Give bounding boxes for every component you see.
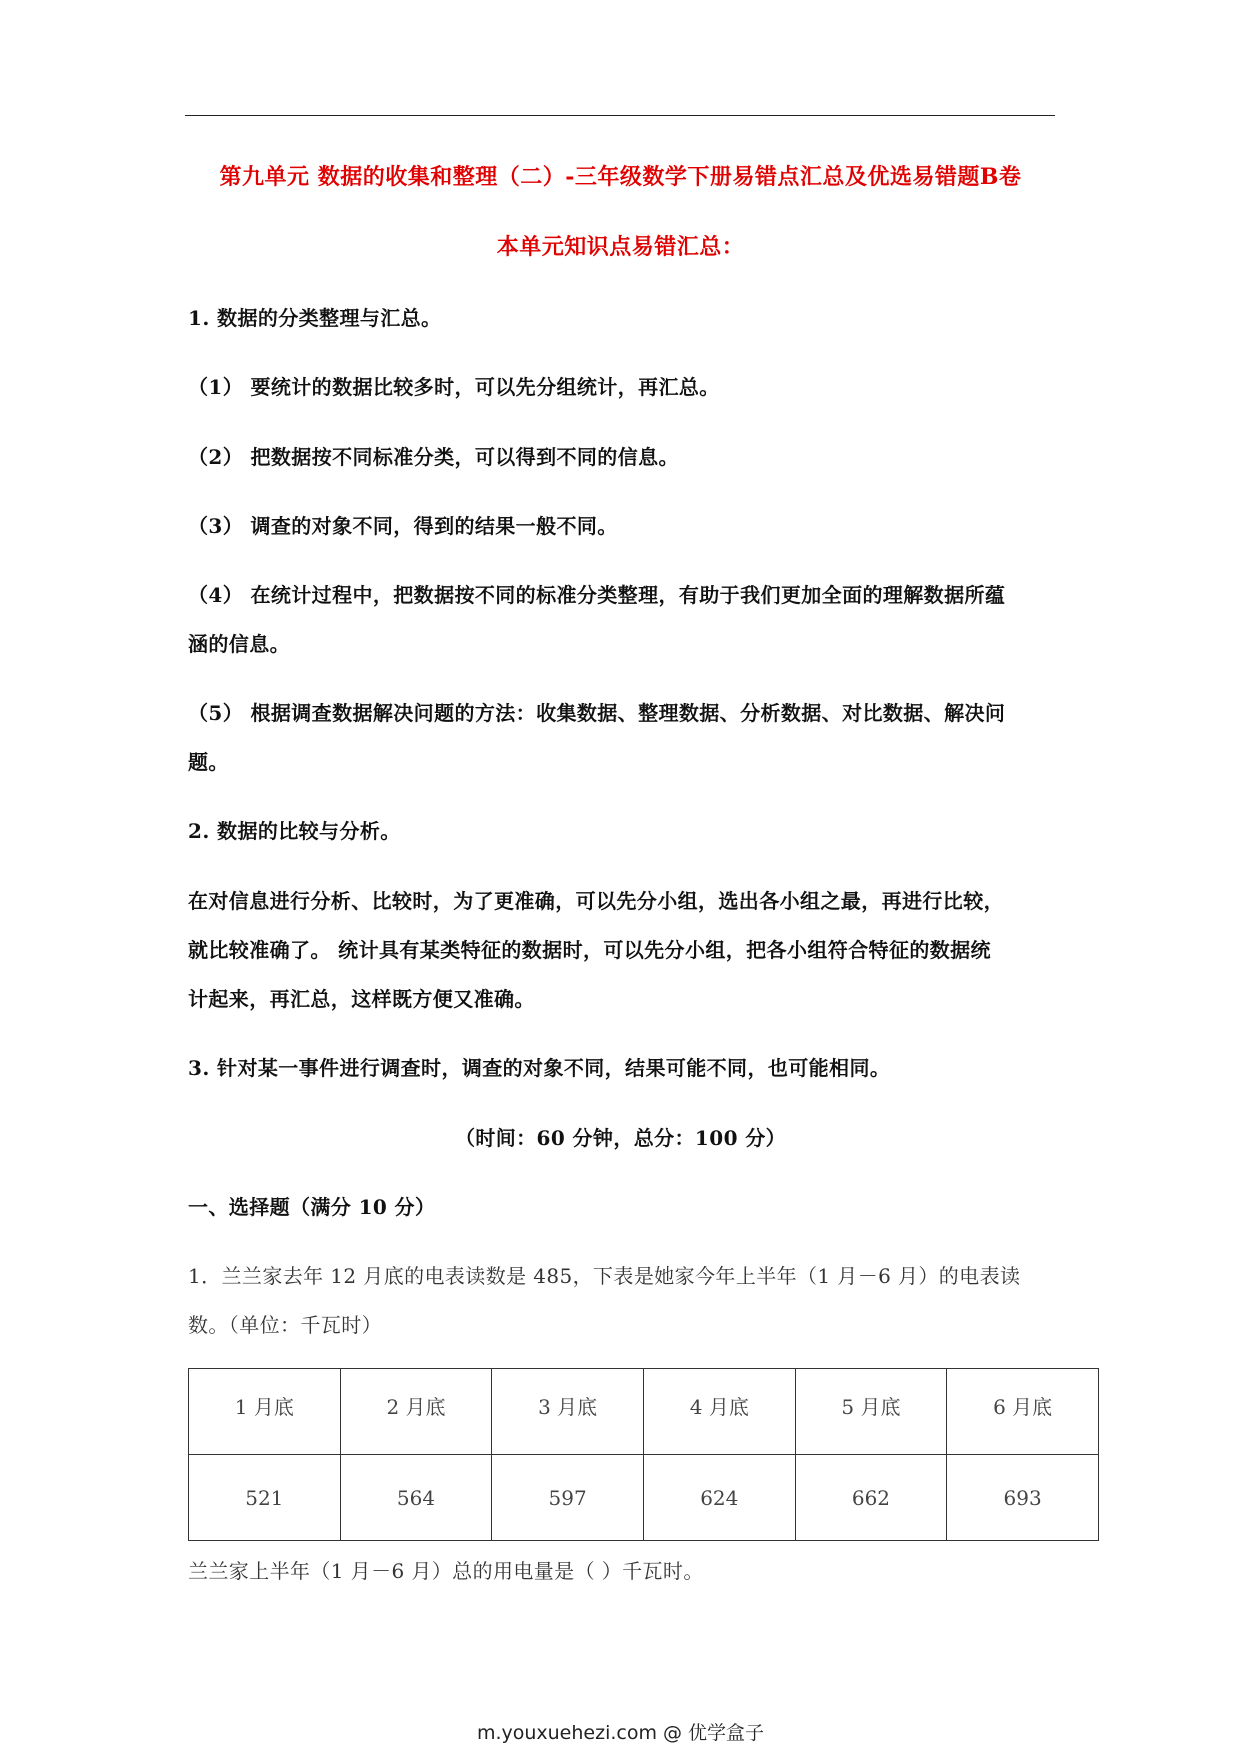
item-5-line2: 题。 (188, 750, 229, 774)
table-header-cell: 3 月底 (492, 1369, 644, 1455)
item-1: （1） 要统计的数据比较多时，可以先分组统计，再汇总。 (188, 375, 720, 399)
paragraph-line2: 就比较准确了。 统计具有某类特征的数据时，可以先分小组，把各小组符合特征的数据统 (188, 938, 991, 962)
item-4-line1: （4） 在统计过程中，把数据按不同的标准分类整理，有助于我们更加全面的理解数据所蕴 (188, 583, 1006, 607)
item-3: （3） 调查的对象不同，得到的结果一般不同。 (188, 514, 618, 538)
heading-3: 3. 针对某一事件进行调查时，调查的对象不同，结果可能不同，也可能相同。 (188, 1056, 891, 1080)
table-cell: 662 (795, 1455, 947, 1541)
table-cell: 564 (340, 1455, 492, 1541)
section-subtitle: 本单元知识点易错汇总： (496, 234, 745, 260)
table-header-cell: 1 月底 (189, 1369, 341, 1455)
section-1-title: 一、选择题（满分 10 分） (188, 1195, 436, 1219)
question-1-line2: 数。（单位：千瓦时） (188, 1313, 382, 1337)
table-header-cell: 2 月底 (340, 1369, 492, 1455)
question-1-prompt: 兰兰家上半年（1 月－6 月）总的用电量是（ ）千瓦时。 (188, 1559, 704, 1583)
item-2: （2） 把数据按不同标准分类，可以得到不同的信息。 (188, 445, 679, 469)
table-header-cell: 5 月底 (795, 1369, 947, 1455)
table-header-cell: 4 月底 (643, 1369, 795, 1455)
footer-watermark: m.youxuehezi.com @ 优学盒子 (476, 1722, 765, 1744)
paragraph-line1: 在对信息进行分析、比较时，为了更准确，可以先分小组，选出各小组之最，再进行比较， (188, 889, 1004, 913)
header-rule (185, 115, 1055, 116)
table-row (189, 1455, 1099, 1541)
table-cell: 597 (492, 1455, 644, 1541)
table-cell: 693 (947, 1455, 1099, 1541)
table-cell: 521 (189, 1455, 341, 1541)
meter-readings-table (188, 1368, 1099, 1541)
document-title: 第九单元 数据的收集和整理（二）-三年级数学下册易错点汇总及优选易错题B卷 (219, 164, 1022, 190)
question-1-line1: 1．兰兰家去年 12 月底的电表读数是 485，下表是她家今年上半年（1 月－6 月）的电表读 (188, 1264, 1021, 1288)
time-info: （时间：60 分钟，总分：100 分） (454, 1126, 787, 1150)
heading-2: 2. 数据的比较与分析。 (188, 819, 401, 843)
table-header-row (189, 1369, 1099, 1455)
heading-1: 1. 数据的分类整理与汇总。 (188, 306, 442, 330)
item-5-line1: （5） 根据调查数据解决问题的方法：收集数据、整理数据、分析数据、对比数据、解决问 (188, 701, 1006, 725)
table-header-cell: 6 月底 (947, 1369, 1099, 1455)
paragraph-line3: 计起来，再汇总，这样既方便又准确。 (188, 987, 535, 1011)
item-4-line2: 涵的信息。 (188, 632, 290, 656)
table-cell: 624 (643, 1455, 795, 1541)
